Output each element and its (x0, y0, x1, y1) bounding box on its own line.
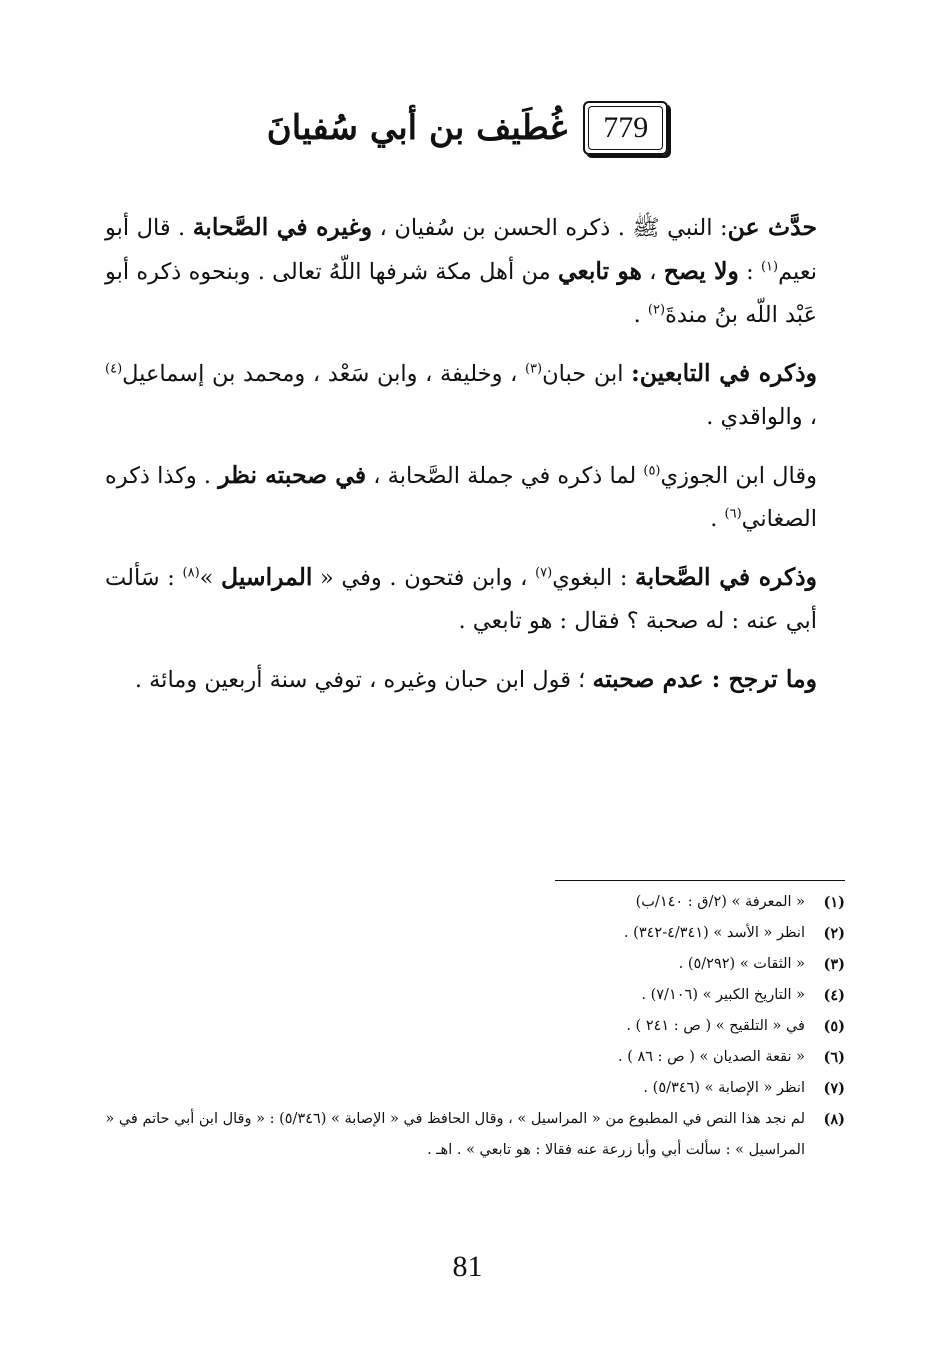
footnote-text: في « التلقيح » ( ص : ٢٤١ ) . (626, 1018, 805, 1034)
paragraph (105, 206, 817, 337)
text-run: ؛ قول ابن حبان وغيره ، توفي سنة أربعين ومائة . (134, 667, 593, 693)
footnote (105, 1073, 845, 1104)
paragraph (105, 658, 817, 702)
bold-phrase: وغيره في الصَّحابة (192, 213, 373, 241)
footnote-list (105, 887, 845, 1166)
text-run: : البغوي (552, 565, 636, 591)
paragraph (105, 454, 817, 541)
paragraph (105, 556, 817, 643)
bold-phrase: هو تابعي (557, 257, 642, 285)
footnote-ref: (٧) (535, 565, 553, 581)
entry-body (105, 206, 817, 717)
text-run: . قال أبو نعيم (105, 215, 817, 285)
footnote-divider (555, 880, 845, 881)
footnote-text: « الثقات » (٥/٢٩٢) . (678, 956, 805, 972)
footnote-number: (٦) (823, 1049, 845, 1066)
text-run: » (199, 565, 222, 591)
footnote-text: « نقعة الصديان » ( ص : ٨٦ ) . (617, 1049, 805, 1065)
text-run: ، وابن فتحون . وفي « (312, 565, 536, 591)
text-run: من أهل مكة شرفها اللّهُ تعالى . وبنحوه ذكره أبو عَبْد اللّه بنُ مندةَ (105, 259, 817, 328)
footnote-text: « التاريخ الكبير » (٧/١٠٦) . (641, 987, 805, 1003)
footnote (105, 980, 845, 1011)
text-run: ابن حبان (542, 361, 632, 387)
footnote (105, 887, 845, 918)
text-run: . وكذا ذكره الصغاني (105, 463, 817, 532)
page-number: 81 (452, 1250, 483, 1283)
entry-number: 779 (588, 106, 663, 150)
bold-phrase: المراسيل (221, 563, 313, 591)
text-run: : (738, 259, 761, 285)
entry-number-box (583, 101, 668, 155)
footnote (105, 949, 845, 980)
footnote-ref: (٨) (182, 565, 200, 581)
bold-phrase: وذكره في التابعين: (631, 359, 817, 387)
text-run: : سَألت أبي عنه : له صحبة ؟ فقال : هو تابعي . (105, 565, 817, 634)
entry-header (0, 88, 935, 168)
footnote-number: (٢) (823, 925, 845, 942)
text-run: ، والواقدي . (706, 404, 817, 430)
text-run: : النبي ﷺ . ذكره الحسن بن سُفيان ، (372, 215, 728, 241)
bold-phrase: وذكره في الصَّحابة (635, 563, 817, 591)
bold-phrase: وما ترجح : عدم صحبته (592, 665, 817, 693)
footnote (105, 918, 845, 949)
text-run: وقال ابن الجوزي (660, 463, 818, 489)
entry-title: غُطَيف بن أبي سُفيانَ (266, 108, 568, 148)
footnote-number: (٨) (823, 1111, 845, 1128)
footnote-ref: (٢) (647, 302, 666, 318)
footnote-text: انظر « الإصابة » (٥/٣٤٦) . (643, 1080, 805, 1096)
footnote-ref: (١) (760, 259, 779, 275)
text-run: ، (641, 259, 664, 285)
footnote-number: (٥) (823, 1018, 845, 1035)
bold-phrase: ولا يصح (663, 257, 739, 285)
text-run: ، وخليفة ، وابن سَعْد ، ومحمد بن إسماعيل (122, 361, 525, 387)
footnote-ref: (٣) (524, 361, 543, 377)
footnote (105, 1104, 845, 1166)
footnote-ref: (٤) (105, 361, 123, 377)
paragraph (105, 352, 817, 439)
footnote-number: (١) (823, 894, 845, 911)
footnote-ref: (٥) (643, 463, 661, 479)
footnote-ref: (٦) (724, 506, 742, 522)
footnote-number: (٣) (823, 956, 845, 973)
footnote (105, 1042, 845, 1073)
footnote-text: انظر « الأسد » (٤/٣٤١-٣٤٢) . (623, 925, 805, 941)
footnote-number: (٧) (823, 1080, 845, 1097)
bold-phrase: في صحبته نظر (218, 461, 367, 489)
footnote-text: « المعرفة » (٢/ق : ١٤٠/ب) (635, 894, 805, 910)
footnote-number: (٤) (823, 987, 845, 1004)
text-run: . (633, 302, 648, 328)
footnote-text: لم نجد هذا النص في المطبوع من « المراسيل » ، وقال الحافظ في « الإصابة » (٥/٣٤٦) : « وقال ابن أبي حاتم في « المراسيل » : سألت أبي وأبا زرعة عنه فقالا : هو تابعي » . اهـ . (105, 1111, 805, 1158)
footnotes (105, 880, 845, 1166)
text-run: لما ذكره في جملة الصَّحابة ، (366, 463, 644, 489)
text-run: . (710, 506, 725, 532)
footnote (105, 1011, 845, 1042)
bold-phrase: حدَّث عن (727, 213, 817, 241)
